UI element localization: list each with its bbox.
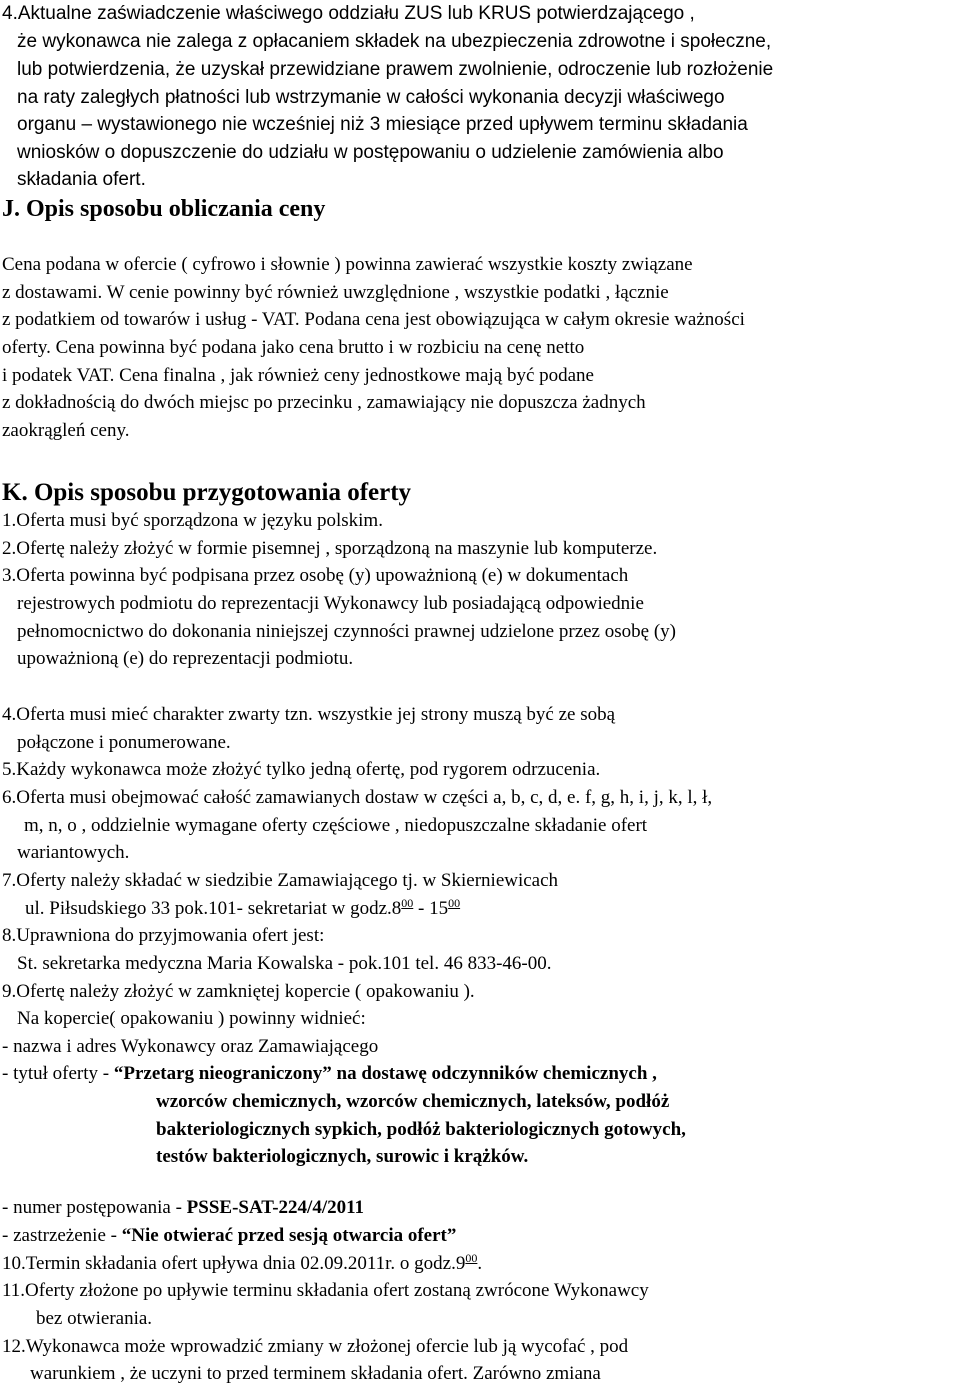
k-item6-line2: m, n, o , oddzielnie wymagane oferty częściowe , niedopuszczalne składanie ofert xyxy=(24,815,648,836)
item4-line3: lub potwierdzenia, że uzyskał przewidziane prawem zwolnienie, odroczenie lub rozłożenie xyxy=(17,59,774,80)
k-item6-line1: 6.Oferta musi obejmować całość zamawianych dostaw w części a, b, c, d, e. f, g, h, i, j, k, l, ł, xyxy=(2,787,713,808)
k-item9-title-line2: wzorców chemicznych, wzorców chemicznych, lateksów, podłóż xyxy=(156,1091,670,1112)
k-item7-line1: 7.Oferty należy składać w siedzibie Zamawiającego tj. w Skierniewicach xyxy=(2,870,559,891)
k-item9-title-line4: testów bakteriologicznych, surowic i krążków. xyxy=(156,1146,529,1167)
k-item1: 1.Oferta musi być sporządzona w języku polskim. xyxy=(2,510,383,531)
k-item7-hours-text: ul. Piłsudskiego 33 pok.101- sekretariat w godz.8 xyxy=(25,898,402,919)
k-item9-number-prefix: - numer postępowania - xyxy=(2,1197,187,1218)
k-item9-line3: - nazwa i adres Wykonawcy oraz Zamawiającego xyxy=(2,1036,379,1057)
k-item7-line2 xyxy=(25,897,460,921)
k-item7-hours-sup2: 00 xyxy=(448,896,461,910)
k-item3-line2: rejestrowych podmiotu do reprezentacji Wykonawcy lub posiadającą odpowiednie xyxy=(17,593,644,614)
section-k-heading: K. Opis sposobu przygotowania oferty xyxy=(2,479,412,506)
k-item11-line1: 11.Oferty złożone po upływie terminu składania ofert zostaną zwrócone Wykonawcy xyxy=(2,1280,649,1301)
k-item9-number xyxy=(2,1196,364,1220)
k-item12-line2: warunkiem , że uczyni to przed terminem składania ofert. Zarówno zmiana xyxy=(30,1363,601,1384)
item4-line6: wniosków o dopuszczenie do udziału w postępowaniu o udzielenie zamówienia albo xyxy=(17,142,724,163)
item4-line1: 4.Aktualne zaświadczenie właściwego oddziału ZUS lub KRUS potwierdzającego , xyxy=(2,3,695,24)
item4-line5: organu – wystawionego nie wcześniej niż 3 miesiące przed upływem terminu składania xyxy=(17,114,748,135)
k-item7-hours-mid: - 15 xyxy=(413,898,449,919)
k-item10-text: 10.Termin składania ofert upływa dnia 02.09.2011r. o godz.9 xyxy=(2,1253,466,1274)
k-item7-hours-sup1: 00 xyxy=(401,896,414,910)
section-j-line5: i podatek VAT. Cena finalna , jak również ceny jednostkowe mają być podane xyxy=(2,365,594,386)
k-item8-line1: 8.Uprawniona do przyjmowania ofert jest: xyxy=(2,925,325,946)
k-item10-sup: 00 xyxy=(465,1251,478,1265)
k-item10-end: . xyxy=(477,1253,483,1274)
k-item9-title-text1: “Przetarg nieograniczony” na dostawę odczynników chemicznych , xyxy=(113,1063,657,1084)
k-item9-title-prefix: - tytuł oferty - xyxy=(2,1063,114,1084)
k-item9-reserve-value: “Nie otwierać przed sesją otwarcia ofert” xyxy=(121,1225,457,1246)
section-j-heading: J. Opis sposobu obliczania ceny xyxy=(2,196,326,222)
k-item8-line2: St. sekretarka medyczna Maria Kowalska - pok.101 tel. 46 833-46-00. xyxy=(17,953,552,974)
section-j-line3: z podatkiem od towarów i usług - VAT. Podana cena jest obowiązująca w całym okresie ważności xyxy=(2,309,745,330)
k-item12-line1: 12.Wykonawca może wprowadzić zmiany w złożonej ofercie lub ją wycofać , pod xyxy=(2,1336,629,1357)
section-j-line2: z dostawami. W cenie powinny być również uwzględnione , wszystkie podatki , łącznie xyxy=(2,282,669,303)
k-item9-title-line3: bakteriologicznych sypkich, podłóż bakteriologicznych gotowych, xyxy=(156,1119,686,1140)
k-item6-line3: wariantowych. xyxy=(17,842,130,863)
section-j-line4: oferty. Cena powinna być podana jako cena brutto i w rozbiciu na cenę netto xyxy=(2,337,585,358)
k-item2: 2.Ofertę należy złożyć w formie pisemnej , sporządzoną na maszynie lub komputerze. xyxy=(2,538,658,559)
k-item9-line1: 9.Ofertę należy złożyć w zamkniętej kopercie ( opakowaniu ). xyxy=(2,981,475,1002)
item4-line7: składania ofert. xyxy=(17,169,146,190)
k-item10 xyxy=(2,1252,482,1276)
section-j-line6: z dokładnością do dwóch miejsc po przecinku , zamawiający nie dopuszcza żadnych xyxy=(2,392,646,413)
k-item4-line1: 4.Oferta musi mieć charakter zwarty tzn. wszystkie jej strony muszą być ze sobą xyxy=(2,704,616,725)
k-item9-title-line1 xyxy=(2,1062,657,1086)
section-j-line1: Cena podana w ofercie ( cyfrowo i słownie ) powinna zawierać wszystkie koszty związane xyxy=(2,254,693,275)
section-j-line7: zaokrągleń ceny. xyxy=(2,420,130,441)
k-item11-line2: bez otwierania. xyxy=(36,1308,153,1329)
k-item9-line2: Na kopercie( opakowaniu ) powinny widnieć: xyxy=(17,1008,366,1029)
item4-line4: na raty zaległych płatności lub wstrzymanie w całości wykonania decyzji właściwego xyxy=(17,87,725,108)
item4-line2: że wykonawca nie zalega z opłacaniem składek na ubezpieczenia zdrowotne i społeczne, xyxy=(17,31,772,52)
k-item4-line2: połączone i ponumerowane. xyxy=(17,732,231,753)
k-item9-reserve xyxy=(2,1224,456,1248)
k-item3-line3: pełnomocnictwo do dokonania niniejszej czynności prawnej udzielone przez osobę (y) xyxy=(17,621,676,642)
k-item5: 5.Każdy wykonawca może złożyć tylko jedną ofertę, pod rygorem odrzucenia. xyxy=(2,759,601,780)
k-item3-line4: upoważnioną (e) do reprezentacji podmiotu. xyxy=(17,648,354,669)
k-item9-number-value: PSSE-SAT-224/4/2011 xyxy=(186,1197,365,1218)
k-item9-reserve-prefix: - zastrzeżenie - xyxy=(2,1225,122,1246)
k-item3-line1: 3.Oferta powinna być podpisana przez osobę (y) upoważnioną (e) w dokumentach xyxy=(2,565,629,586)
